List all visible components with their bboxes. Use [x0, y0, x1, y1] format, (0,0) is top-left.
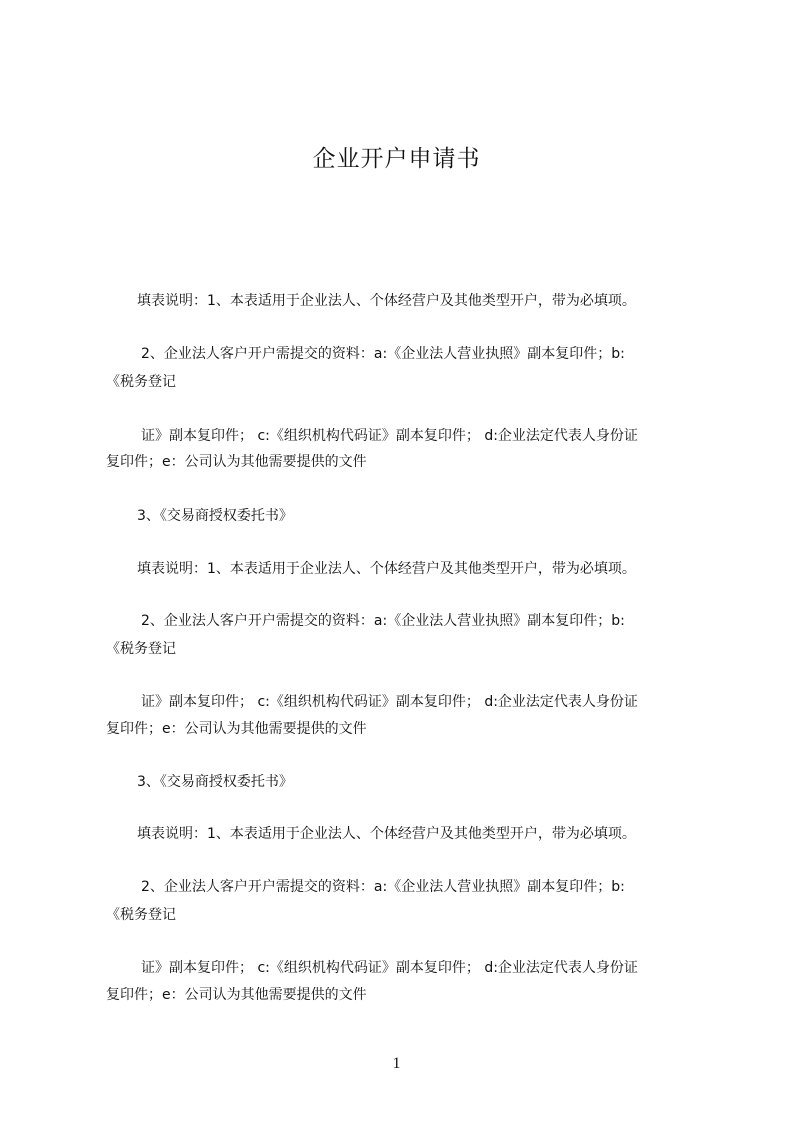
- instruction-item-2-line-3: 证》副本复印件； c:《组织机构代码证》副本复印件； d:企业法定代表人身份证: [141, 960, 638, 976]
- instruction-item-2-line-1: 2、企业法人客户开户需提交的资料：a:《企业法人营业执照》副本复印件；b:: [141, 613, 625, 629]
- instruction-item-2-line-1: 2、企业法人客户开户需提交的资料：a:《企业法人营业执照》副本复印件；b:: [141, 879, 625, 895]
- instruction-item-2-line-1: 2、企业法人客户开户需提交的资料：a:《企业法人营业执照》副本复印件；b:: [141, 346, 625, 362]
- instruction-item-2-line-4: 复印件；e：公司认为其他需要提供的文件: [106, 454, 367, 470]
- instruction-item-2-line-4: 复印件；e：公司认为其他需要提供的文件: [106, 987, 367, 1003]
- instruction-intro: 填表说明：1、本表适用于企业法人、个体经营户及其他类型开户，带为必填项。: [137, 826, 636, 842]
- instruction-item-2-line-2: 《税务登记: [106, 374, 176, 390]
- page-number: 1: [392, 1055, 401, 1072]
- instruction-item-3: 3、《交易商授权委托书》: [137, 508, 293, 524]
- instruction-item-2-line-3: 证》副本复印件； c:《组织机构代码证》副本复印件； d:企业法定代表人身份证: [141, 428, 638, 444]
- instruction-intro: 填表说明：1、本表适用于企业法人、个体经营户及其他类型开户，带为必填项。: [137, 561, 636, 577]
- instruction-intro: 填表说明：1、本表适用于企业法人、个体经营户及其他类型开户，带为必填项。: [137, 293, 636, 309]
- instruction-item-2-line-2: 《税务登记: [106, 907, 176, 923]
- instruction-item-2-line-2: 《税务登记: [106, 641, 176, 657]
- instruction-item-2-line-3: 证》副本复印件； c:《组织机构代码证》副本复印件； d:企业法定代表人身份证: [141, 694, 638, 710]
- instruction-item-3: 3、《交易商授权委托书》: [137, 774, 293, 790]
- instruction-item-2-line-4: 复印件；e：公司认为其他需要提供的文件: [106, 721, 367, 737]
- document-title: 企业开户申请书: [312, 146, 481, 172]
